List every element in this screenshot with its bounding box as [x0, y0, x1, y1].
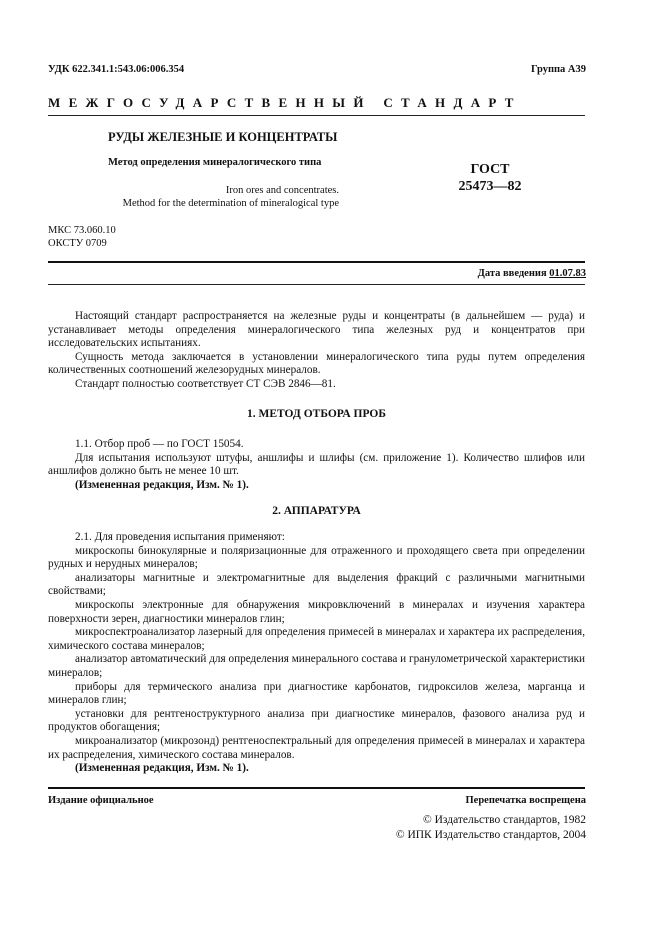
copyright-block: [286, 813, 586, 843]
gost-label: ГОСТ: [470, 162, 510, 177]
intro-paragraph: Стандарт полностью соответствует СТ СЭВ 2846—81.: [75, 377, 336, 390]
standard-banner: МЕЖГОСУДАРСТВЕННЫЙ СТАНДАРТ: [48, 95, 522, 110]
section-1-heading: 1. МЕТОД ОТБОРА ПРОБ: [247, 408, 386, 420]
classification-codes: [48, 224, 116, 250]
equipment-item: микроскопы электронные для обнаружения микровключений в минералах и изучения характера поверхности зерен, диагностики минералов глин;: [48, 598, 585, 625]
gost-number: 25473—82: [458, 179, 522, 194]
copyright-line: © ИПК Издательство стандартов, 2004: [395, 829, 586, 841]
banner-rule: [48, 115, 585, 116]
intro-section: [48, 310, 585, 392]
amendment-note: (Измененная редакция, Изм. № 1).: [75, 762, 249, 775]
section-1-body: [48, 438, 585, 492]
udk-code: УДК 622.341.1:543.06:006.354: [48, 64, 185, 75]
footer-rule: [48, 787, 585, 789]
equipment-item: анализаторы магнитные и электромагнитные для выделения фракций с различными магнитными свойствами;: [48, 571, 585, 598]
document-subtitle: Метод определения минералогического типа: [108, 157, 322, 168]
section-2-heading: 2. АППАРАТУРА: [272, 505, 361, 517]
intro-paragraph: Сущность метода заключается в установлении минералогического типа руды путем определения количественных соотношений железорудных минералов.: [48, 350, 585, 377]
equipment-item: установки для рентгеноструктурного анализа при диагностике минералов, фазового анализа руд и продуктов обогащения;: [48, 707, 585, 734]
header-rule: [48, 261, 585, 263]
clause-1-1: 1.1. Отбор проб — по ГОСТ 15054.: [75, 438, 244, 450]
amendment-note: (Измененная редакция, Изм. № 1).: [75, 478, 249, 491]
effective-date: [478, 268, 586, 279]
equipment-item: анализатор автоматический для определения минерального состава и гранулометрической характеристики минералов;: [48, 653, 585, 679]
equipment-item: микроскопы бинокулярные и поляризационные для отраженного и проходящего света при определении рудных и нерудных минералов;: [48, 544, 585, 571]
effective-date-value: 01.07.83: [549, 268, 586, 279]
clause-2-1: 2.1. Для проведения испытания применяют:: [75, 531, 285, 543]
equipment-item: приборы для термического анализа при диагностике карбонатов, гидроксилов железа, марганца и минералов глин;: [48, 680, 585, 707]
english-title-line-1: Iron ores and concentrates.: [225, 185, 339, 196]
section-2-body: [48, 531, 585, 776]
document-title: РУДЫ ЖЕЛЕЗНЫЕ И КОНЦЕНТРАТЫ: [108, 130, 338, 144]
intro-paragraph: Настоящий стандарт распространяется на железные руды и концентраты (в дальнейшем — руда) и устанавливает методы определения минералогического типа железных руд и концентратов при исследовательских испытаниях.: [48, 310, 585, 350]
effective-date-label: Дата введения: [477, 268, 550, 279]
mks-code: МКС 73.060.10: [48, 225, 116, 236]
okstu-code: ОКСТУ 0709: [48, 238, 107, 249]
official-edition-label: Издание официальное: [48, 795, 154, 806]
group-code: Группа А39: [530, 64, 586, 75]
equipment-item: микроанализатор (микрозонд) рентгеноспектральный для определения примесей в минералах и характера их распределения, химического состава минералов.: [48, 734, 585, 761]
copyright-line: © Издательство стандартов, 1982: [422, 814, 586, 826]
equipment-item: микроспектроанализатор лазерный для определения примесей в минералах и характера их распределения, химического состава минералов;: [48, 626, 585, 652]
date-rule: [48, 284, 585, 285]
clause-1-1-text: Для испытания используют штуфы, аншлифы и шлифы (см. приложение 1). Количество шлифов или аншлифов должно быть не менее 10 шт.: [48, 451, 585, 478]
reprint-prohibited-label: Перепечатка воспрещена: [465, 795, 586, 806]
gost-designation: [455, 161, 525, 195]
english-title-line-2: Method for the determination of mineralogical type: [122, 198, 339, 209]
